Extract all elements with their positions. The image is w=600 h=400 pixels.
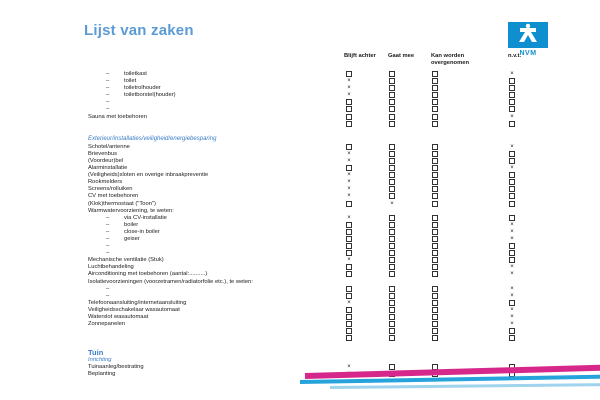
empty-checkbox[interactable] bbox=[431, 335, 439, 344]
row-label: Veiligheidsschakelaar wasautomaat bbox=[88, 306, 180, 313]
row-label: Zonnepanelen bbox=[88, 321, 126, 328]
bullet-dash: – bbox=[106, 78, 110, 85]
checklist-row bbox=[88, 165, 528, 172]
bullet-dash: – bbox=[106, 228, 110, 235]
bullet-dash: – bbox=[106, 243, 110, 250]
checklist-row bbox=[88, 85, 528, 92]
row-label: (Voordeur)bel bbox=[88, 157, 124, 164]
checked-mark[interactable]: × bbox=[347, 214, 351, 221]
row-label: geiser bbox=[124, 235, 140, 242]
row-label: close-in boiler bbox=[124, 228, 160, 235]
empty-checkbox[interactable] bbox=[431, 121, 439, 130]
bullet-dash: – bbox=[106, 285, 110, 292]
checked-mark[interactable]: × bbox=[347, 257, 351, 264]
row-label: Sauna met toebehoren bbox=[88, 113, 147, 120]
row-label: (Klok)thermostaat ("Toon") bbox=[88, 200, 156, 207]
row-label: Waterslot wasautomaat bbox=[88, 314, 149, 320]
checklist-row bbox=[88, 215, 528, 222]
checklist-row bbox=[88, 279, 528, 286]
checked-mark[interactable]: × bbox=[347, 193, 351, 200]
bullet-dash: – bbox=[106, 250, 110, 257]
row-label: Screens/rolluiken bbox=[88, 186, 133, 193]
row-label: Beplanting bbox=[88, 371, 116, 378]
row-label: Telefoonaansluiting/internetaansluiting bbox=[88, 299, 187, 306]
row-label: Airconditioning met toebehoren (aantal:..........) bbox=[88, 271, 208, 278]
column-header-overgenomen: Kan worden overgenomen bbox=[431, 53, 470, 66]
bullet-dash: – bbox=[106, 221, 110, 228]
checklist-row bbox=[88, 92, 528, 99]
empty-checkbox[interactable] bbox=[508, 121, 516, 130]
checklist-row bbox=[88, 328, 528, 335]
checklist-row bbox=[88, 307, 528, 314]
checklist-row bbox=[88, 99, 528, 106]
checked-mark[interactable]: × bbox=[347, 92, 351, 99]
checklist-row bbox=[88, 293, 528, 300]
bullet-dash: – bbox=[106, 92, 110, 99]
row-label: Brievenbus bbox=[88, 150, 118, 157]
checked-mark[interactable]: × bbox=[347, 179, 351, 186]
bullet-dash: – bbox=[106, 85, 110, 92]
checklist-row bbox=[88, 222, 528, 229]
checklist-row bbox=[88, 78, 528, 85]
row-label: (Veiligheids)sloten en overige inbraakpreventie bbox=[88, 172, 209, 179]
page-title: Lijst van zaken bbox=[84, 22, 194, 39]
checked-mark[interactable]: × bbox=[510, 228, 514, 235]
empty-checkbox[interactable] bbox=[388, 121, 396, 130]
checklist-row bbox=[88, 257, 528, 264]
row-label: Tuinaanleg/bestrating bbox=[88, 364, 144, 371]
checked-mark[interactable]: × bbox=[347, 150, 351, 157]
empty-checkbox[interactable] bbox=[508, 335, 516, 344]
column-header-blijft-achter: Blijft achter bbox=[344, 53, 376, 59]
checklist-row bbox=[88, 314, 528, 321]
checklist-row bbox=[88, 243, 528, 250]
checked-mark[interactable]: × bbox=[347, 157, 351, 164]
checked-mark[interactable]: × bbox=[347, 172, 351, 179]
checklist-row bbox=[88, 286, 528, 293]
row-label: Warmwatervoorziening, te weten: bbox=[88, 207, 174, 214]
bullet-dash: – bbox=[106, 214, 110, 221]
checklist-row bbox=[88, 271, 528, 278]
row-label: boiler bbox=[124, 221, 139, 228]
checklist-row bbox=[88, 250, 528, 257]
row-label: Alarminstallatie bbox=[88, 165, 128, 172]
checklist-row bbox=[88, 321, 528, 328]
section-title-tuin: Tuin bbox=[88, 348, 104, 358]
checked-mark[interactable]: × bbox=[510, 235, 514, 242]
row-label: Rookmelders bbox=[88, 179, 123, 186]
checklist-row bbox=[88, 144, 528, 151]
bullet-dash: – bbox=[106, 106, 110, 113]
checklist-row bbox=[88, 151, 528, 158]
checked-mark[interactable]: × bbox=[390, 200, 394, 207]
checklist-row bbox=[88, 236, 528, 243]
checked-mark[interactable]: × bbox=[510, 143, 514, 150]
column-header-gaat-mee: Gaat mee bbox=[388, 53, 415, 59]
checked-mark[interactable]: × bbox=[510, 285, 514, 292]
empty-checkbox[interactable] bbox=[345, 121, 353, 130]
checklist-row bbox=[88, 264, 528, 271]
checked-mark[interactable]: × bbox=[510, 271, 514, 278]
row-label: Luchtbehandeling bbox=[88, 264, 134, 271]
bullet-dash: – bbox=[106, 235, 110, 242]
checked-mark[interactable]: × bbox=[510, 113, 514, 120]
group-exterieur bbox=[88, 144, 528, 343]
checked-mark[interactable]: × bbox=[347, 85, 351, 92]
checked-mark[interactable]: × bbox=[347, 186, 351, 193]
checklist-row bbox=[88, 300, 528, 307]
section-title-exterieur: Exterieur/installaties/veiligheid/energiebesparing bbox=[88, 135, 217, 142]
empty-checkbox[interactable] bbox=[388, 335, 396, 344]
decorative-stripe-lightblue bbox=[330, 383, 600, 389]
checked-mark[interactable]: × bbox=[510, 321, 514, 328]
row-label: Isolatievoorzieningen (voorzetramen/radiatorfolie etc.), te weten: bbox=[88, 278, 253, 285]
section-subtitle-inrichting: Inrichting bbox=[88, 357, 112, 364]
checked-mark[interactable]: × bbox=[510, 314, 514, 320]
column-header-nvt: n.v.t. bbox=[508, 53, 522, 59]
checked-mark[interactable]: × bbox=[347, 78, 351, 85]
checklist-row bbox=[88, 335, 528, 342]
checklist-row bbox=[88, 121, 528, 128]
logo-text: NVM bbox=[519, 50, 537, 57]
checked-mark[interactable]: × bbox=[510, 71, 514, 77]
row-label: toiletborstel(houder) bbox=[124, 92, 176, 99]
checklist-row bbox=[88, 106, 528, 113]
checklist-row bbox=[88, 208, 528, 215]
nvm-logo-icon bbox=[506, 20, 550, 50]
bullet-dash: – bbox=[106, 292, 110, 299]
checklist-row bbox=[88, 229, 528, 236]
checklist-row bbox=[88, 201, 528, 208]
row-label: Mechanische ventilatie (Stuk) bbox=[88, 257, 164, 264]
checklist-row bbox=[88, 186, 528, 193]
bullet-dash: – bbox=[106, 71, 110, 77]
checked-mark[interactable]: × bbox=[510, 264, 514, 271]
checklist bbox=[88, 71, 528, 379]
checked-mark[interactable]: × bbox=[510, 292, 514, 299]
checklist-row bbox=[88, 172, 528, 179]
bullet-dash: – bbox=[106, 99, 110, 106]
row-label: toiletkast bbox=[124, 71, 147, 77]
empty-checkbox[interactable] bbox=[345, 335, 353, 344]
checked-mark[interactable]: × bbox=[510, 165, 514, 172]
checklist-row bbox=[88, 179, 528, 186]
checked-mark[interactable]: × bbox=[510, 306, 514, 313]
checklist-row bbox=[88, 71, 528, 78]
row-label: CV met toebehoren bbox=[88, 193, 139, 200]
row-label: toiletrolhouder bbox=[124, 85, 161, 92]
row-label: Schotel/antenne bbox=[88, 143, 130, 150]
checklist-row bbox=[88, 114, 528, 121]
row-label: toilet bbox=[124, 78, 137, 85]
checked-mark[interactable]: × bbox=[347, 299, 351, 306]
checked-mark[interactable]: × bbox=[347, 364, 351, 371]
group-interior bbox=[88, 71, 528, 128]
row-label: via CV-installatie bbox=[124, 214, 167, 221]
checked-mark[interactable]: × bbox=[510, 221, 514, 228]
checklist-row bbox=[88, 158, 528, 165]
checklist-row bbox=[88, 193, 528, 200]
